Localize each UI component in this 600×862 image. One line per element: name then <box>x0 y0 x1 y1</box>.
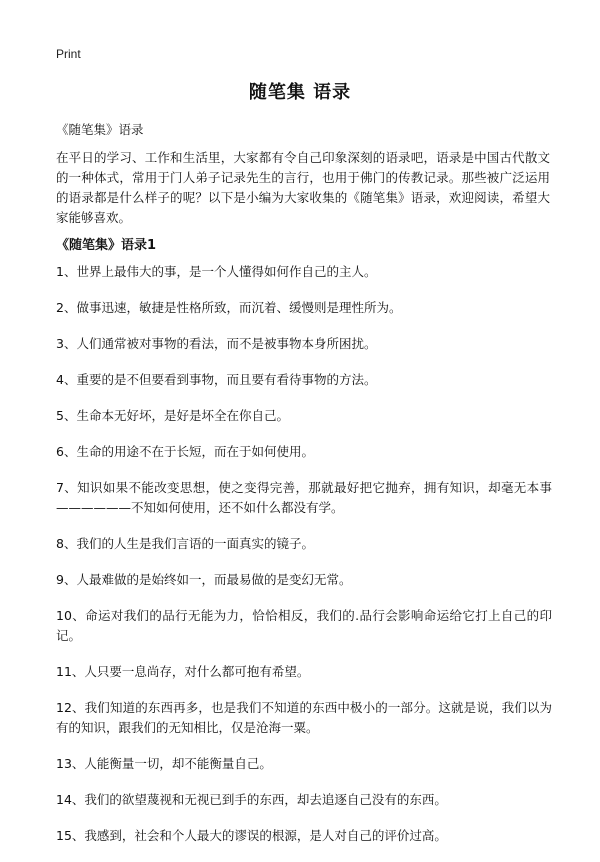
quote-item: 4、重要的是不但要看到事物，而且要有看待事物的方法。 <box>56 372 377 387</box>
quote-item: 7、知识如果不能改变思想，使之变得完善，那就最好把它抛弃，拥有知识，却毫无本事——————不知如何使用，还不如什么都没有学。 <box>56 480 552 515</box>
quote-item: 15、我感到，社会和个人最大的谬误的根源，是人对自己的评价过高。 <box>56 828 447 843</box>
quote-item: 11、人只要一息尚存，对什么都可抱有希望。 <box>56 664 310 679</box>
quote-item: 5、生命本无好坏，是好是坏全在你自己。 <box>56 408 289 423</box>
quote-item: 8、我们的人生是我们言语的一面真实的镜子。 <box>56 536 314 551</box>
quote-list <box>56 262 552 862</box>
subtitle: 《随笔集》语录 <box>56 122 144 137</box>
print-link[interactable]: Print <box>56 47 81 61</box>
quote-item: 2、做事迅速，敏捷是性格所致，而沉着、缓慢则是理性所为。 <box>56 300 402 315</box>
quote-item: 1、世界上最伟大的事，是一个人懂得如何作自己的主人。 <box>56 264 377 279</box>
quote-item: 9、人最难做的是始终如一，而最易做的是变幻无常。 <box>56 572 352 587</box>
quote-item: 3、人们通常被对事物的看法，而不是被事物本身所困扰。 <box>56 336 377 351</box>
quote-item: 13、人能衡量一切，却不能衡量自己。 <box>56 756 272 771</box>
quote-item: 10、命运对我们的品行无能为力，恰恰相反，我们的.品行会影响命运给它打上自己的印记。 <box>56 608 552 643</box>
quote-item: 6、生命的用途不在于长短，而在于如何使用。 <box>56 444 314 459</box>
section-heading: 《随笔集》语录1 <box>56 238 157 253</box>
quote-item: 12、我们知道的东西再多，也是我们不知道的东西中极小的一部分。这就是说，我们以为有的知识，跟我们的无知相比，仅是沧海一粟。 <box>56 700 552 735</box>
intro-paragraph: 在平日的学习、工作和生活里，大家都有令自己印象深刻的语录吧，语录是中国古代散文的一种体式，常用于门人弟子记录先生的言行，也用于佛门的传教记录。那些被广泛运用的语录都是什么样子的呢？以下是小编为大家收集的《随笔集》语录，欢迎阅读，希望大家能够喜欢。 <box>56 150 550 225</box>
page-title: 随笔集 语录 <box>248 82 352 103</box>
quote-item: 14、我们的欲望蔑视和无视已到手的东西，却去追逐自己没有的东西。 <box>56 792 447 807</box>
